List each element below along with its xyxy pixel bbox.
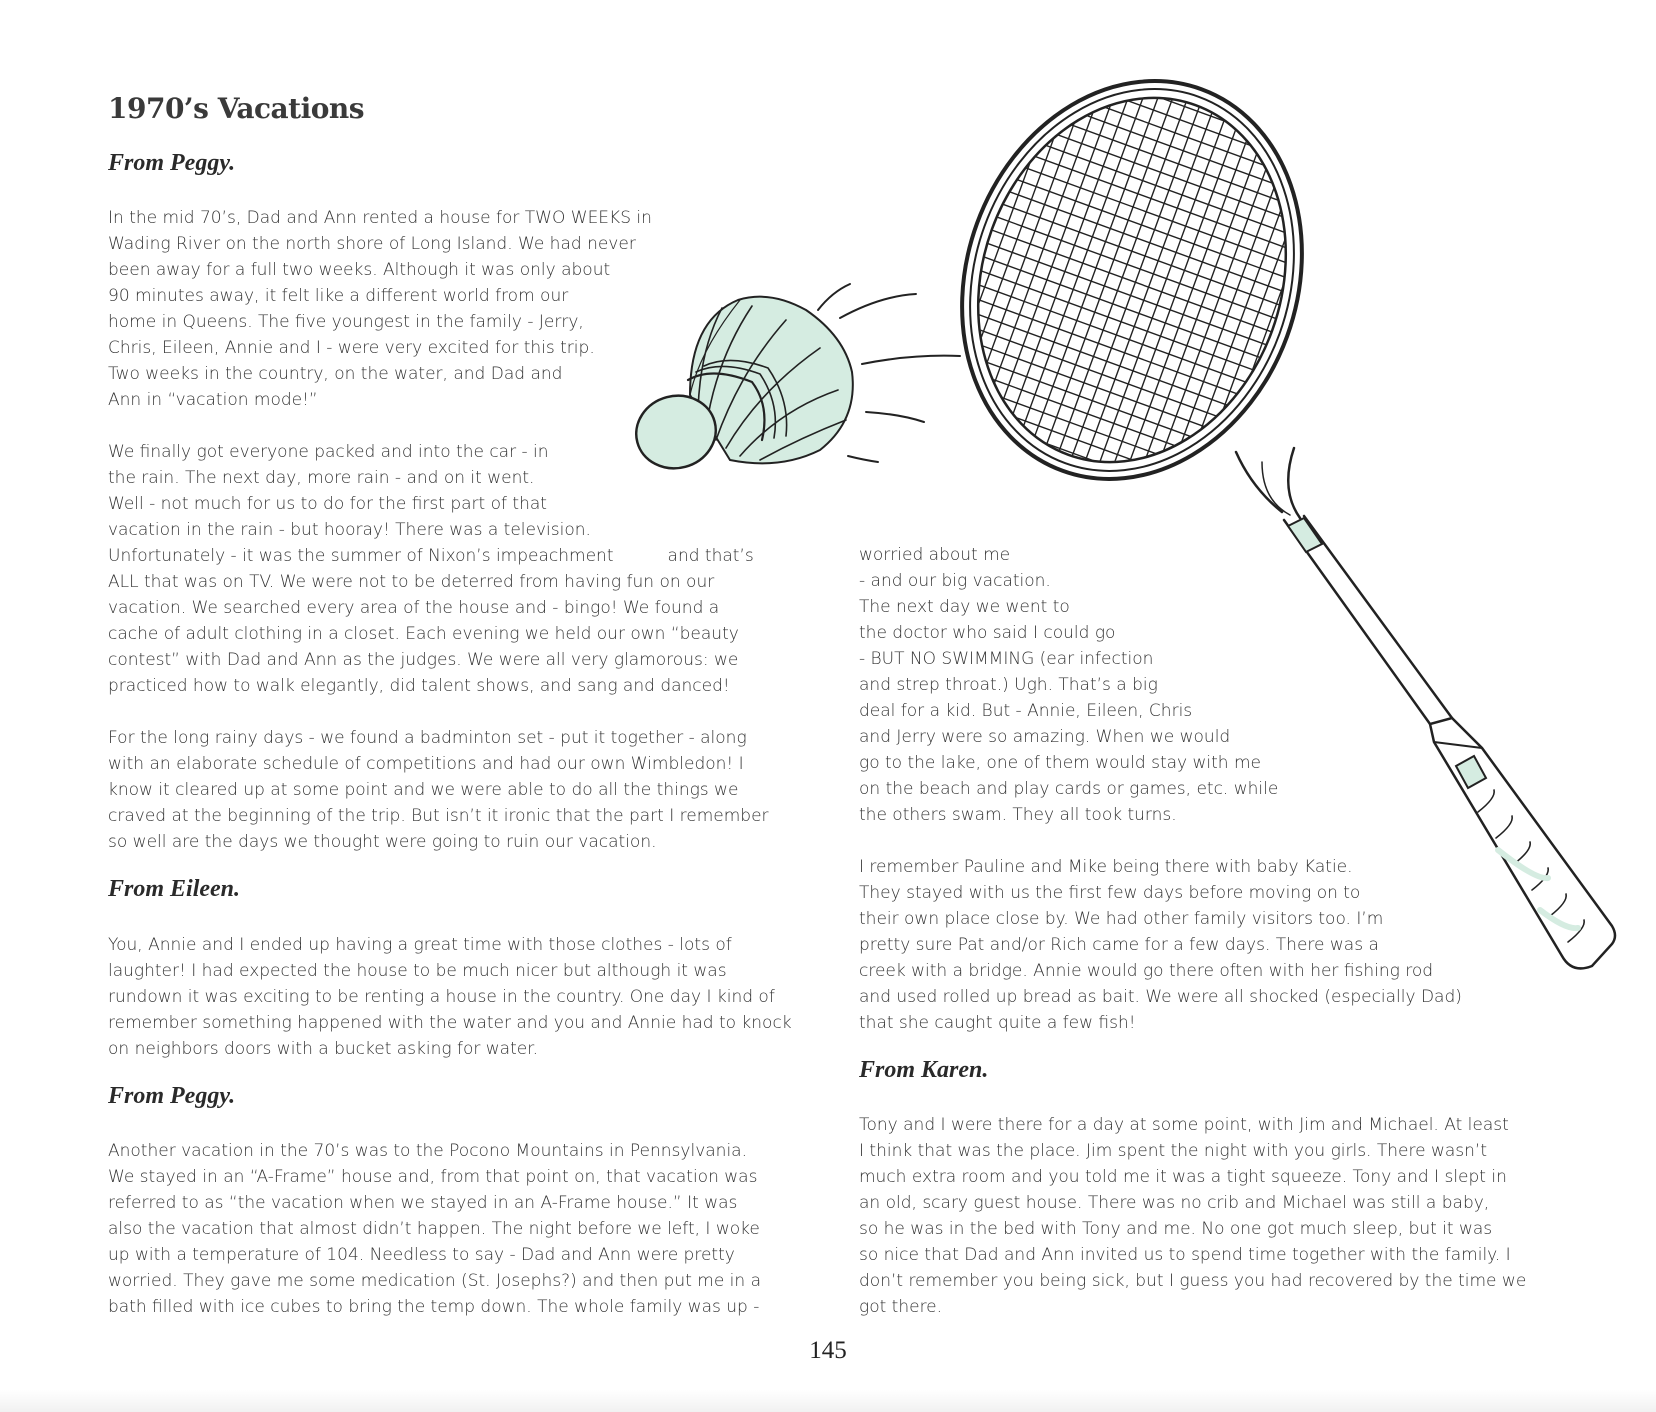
badminton-racket-icon xyxy=(908,33,1615,969)
text-line: so well are the days we thought were going to ruin our vacation. xyxy=(108,832,657,852)
text-line: the rain. The next day, more rain - and on it went. xyxy=(108,468,535,488)
racket-string xyxy=(1133,117,1270,493)
racket-string xyxy=(962,279,1263,388)
racket-string xyxy=(924,384,1225,493)
paragraph xyxy=(859,542,1278,828)
paragraph xyxy=(108,725,769,855)
text-line: and strep throat.) Ugh. That’s a big xyxy=(859,675,1158,695)
text-line: also the vacation that almost didn’t happen. The night before we left, I woke xyxy=(108,1219,760,1239)
text-line: and used rolled up bread as bait. We were all shocked (especially Dad) xyxy=(859,987,1462,1007)
racket-string xyxy=(1120,113,1257,489)
racket-string xyxy=(1159,127,1296,503)
section-heading-eileen: From Eileen. xyxy=(108,876,241,902)
text-line: - BUT NO SWIMMING (ear infection xyxy=(859,649,1154,669)
paragraph xyxy=(108,932,792,1062)
text-line: with an elaborate schedule of competitions and had our own Wimbledon! I xyxy=(108,754,744,774)
racket-string xyxy=(1015,134,1316,243)
racket-string xyxy=(1067,93,1204,469)
racket-string xyxy=(1000,174,1301,283)
racket-string xyxy=(1028,79,1165,455)
text-line: The next day we went to xyxy=(859,597,1070,617)
text-line: on the beach and play cards or games, etc. while xyxy=(859,779,1279,799)
text-line: craved at the beginning of the trip. But isn’t it ironic that the part I remember xyxy=(108,806,769,826)
racket-string xyxy=(1041,84,1178,460)
text-line: don’t remember you being sick, but I guess you had recovered by the time we xyxy=(859,1271,1527,1291)
racket-string xyxy=(972,253,1273,362)
text-line: on neighbors doors with a bucket asking for water. xyxy=(108,1039,539,1059)
racket-string xyxy=(1034,82,1335,191)
text-line: worried. They gave me some medication (St. Josephs?) and then put me in a xyxy=(108,1271,762,1291)
section-heading-peggy-2: From Peggy. xyxy=(108,1083,236,1109)
paragraph xyxy=(859,1112,1526,1320)
racket-string xyxy=(991,200,1292,309)
racket-string xyxy=(1081,98,1218,474)
racket-string xyxy=(986,213,1287,322)
text-line: vacation. We searched every area of the house and - bingo! We found a xyxy=(108,598,720,618)
paragraph xyxy=(108,439,754,699)
paragraph xyxy=(859,854,1462,1036)
text-line: the others swam. They all took turns. xyxy=(859,805,1177,825)
text-line: I remember Pauline and Mike being there with baby Katie. xyxy=(859,857,1353,877)
text-line: - and our big vacation. xyxy=(859,571,1051,591)
text-line: their own place close by. We had other family visitors too. I’m xyxy=(859,909,1384,929)
racket-string xyxy=(936,46,1073,422)
text-line: We stayed in an “A-Frame” house and, from that point on, that vacation was xyxy=(108,1167,758,1187)
text-line: so nice that Dad and Ann invited us to spend time together with the family. I xyxy=(859,1245,1511,1265)
racket-string xyxy=(953,305,1254,414)
text-line: In the mid 70’s, Dad and Ann rented a house for TWO WEEKS in xyxy=(108,208,652,228)
text-line: You, Annie and I ended up having a great time with those clothes - lots of xyxy=(108,935,732,955)
section-heading-karen: From Karen. xyxy=(859,1057,989,1083)
racket-string xyxy=(957,292,1258,401)
page-title: 1970’s Vacations xyxy=(108,92,365,125)
text-line: Ann in “vacation mode!” xyxy=(108,390,318,410)
text-line: go to the lake, one of them would stay with me xyxy=(859,753,1262,773)
paragraph xyxy=(108,1138,761,1320)
text-line: up with a temperature of 104. Needless to say - Dad and Ann were pretty xyxy=(108,1245,735,1265)
racket-string xyxy=(1199,141,1336,517)
text-line: worried about me xyxy=(859,545,1011,565)
text-line: Another vacation in the 70’s was to the Pocono Mountains in Pennsylvania. xyxy=(108,1141,747,1161)
racket-string xyxy=(975,60,1112,436)
text-line: cache of adult clothing in a closet. Each evening we held our own “beauty xyxy=(108,624,739,644)
text-line: bath filled with ice cubes to bring the temp down. The whole family was up - xyxy=(108,1297,760,1317)
text-line: referred to as “the vacation when we stayed in an A-Frame house.” It was xyxy=(108,1193,738,1213)
text-line: deal for a kid. But - Annie, Eileen, Chris xyxy=(859,701,1193,721)
racket-string xyxy=(1054,89,1191,465)
text-line: ALL that was on TV. We were not to be deterred from having fun on our xyxy=(108,572,715,592)
text-line: that she caught quite a few fish! xyxy=(859,1013,1136,1033)
text-line: Wading River on the north shore of Long Island. We had never xyxy=(108,234,636,254)
racket-string xyxy=(1173,132,1310,508)
page-edge-shadow xyxy=(0,1390,1656,1412)
racket-string xyxy=(981,226,1282,335)
section-heading-peggy: From Peggy. xyxy=(108,150,236,176)
text-line: Chris, Eileen, Annie and I - were very excited for this trip. xyxy=(108,338,595,358)
racket-string xyxy=(1186,137,1323,513)
text-line: We finally got everyone packed and into the car - in xyxy=(108,442,549,462)
text-line: 90 minutes away, it felt like a different world from our xyxy=(108,286,569,306)
text-line: For the long rainy days - we found a badminton set - put it together - along xyxy=(108,728,747,748)
text-line: Tony and I were there for a day at some point, with Jim and Michael. At least xyxy=(859,1115,1509,1135)
text-line: got there. xyxy=(859,1297,943,1317)
text-line: rundown it was exciting to be renting a house in the country. One day I kind of xyxy=(108,987,775,1007)
racket-string xyxy=(929,371,1230,480)
text-line: Unfortunately - it was the summer of Nixon’s impeachment and that’s xyxy=(108,546,754,566)
text-line: contest” with Dad and Ann as the judges. We were all very glamorous: we xyxy=(108,650,739,670)
paragraph xyxy=(108,205,652,413)
racket-string xyxy=(1029,95,1330,204)
text-line: They stayed with us the first few days before moving on to xyxy=(859,883,1361,903)
text-line: Two weeks in the country, on the water, and Dad and xyxy=(108,364,563,384)
racket-string xyxy=(1010,147,1311,256)
racket-string xyxy=(919,397,1220,506)
page-number: 145 xyxy=(809,1337,847,1364)
text-line: vacation in the rain - but hooray! There was a television. xyxy=(108,520,591,540)
racket-string xyxy=(1020,121,1321,230)
text-line: an old, scary guest house. There was no crib and Michael was still a baby, xyxy=(859,1193,1490,1213)
racket-string xyxy=(1107,108,1244,484)
text-line: laughter! I had expected the house to be much nicer but although it was xyxy=(108,961,727,981)
text-line: I think that was the place. Jim spent the night with you girls. There wasn’t xyxy=(859,1141,1487,1161)
text-line: know it cleared up at some point and we were able to do all the things we xyxy=(108,780,739,800)
text-line: Well - not much for us to do for the first part of that xyxy=(108,494,547,514)
racket-string xyxy=(1044,55,1345,164)
racket-string xyxy=(967,266,1268,375)
text-line: home in Queens. The five youngest in the family - Jerry, xyxy=(108,312,584,332)
text-line: practiced how to walk elegantly, did talent shows, and sang and danced! xyxy=(108,676,730,696)
text-line: much extra room and you told me it was a tight squeeze. Tony and I slept in xyxy=(859,1167,1507,1187)
text-line: so he was in the bed with Tony and me. No one got much sleep, but it was xyxy=(859,1219,1493,1239)
text-line: creek with a bridge. Annie would go there often with her fishing rod xyxy=(859,961,1434,981)
racket-string xyxy=(977,239,1278,348)
racket-string xyxy=(988,65,1125,441)
text-line: and Jerry were so amazing. When we would xyxy=(859,727,1231,747)
racket-string xyxy=(933,358,1234,467)
racket-string xyxy=(996,187,1297,296)
text-line: the doctor who said I could go xyxy=(859,623,1116,643)
text-line: remember something happened with the water and you and Annie had to knock xyxy=(108,1013,792,1033)
racket-string xyxy=(943,331,1244,440)
text-line: been away for a full two weeks. Although it was only about xyxy=(108,260,611,280)
text-line: pretty sure Pat and/or Rich came for a few days. There was a xyxy=(859,935,1379,955)
racket-string xyxy=(1005,160,1306,269)
